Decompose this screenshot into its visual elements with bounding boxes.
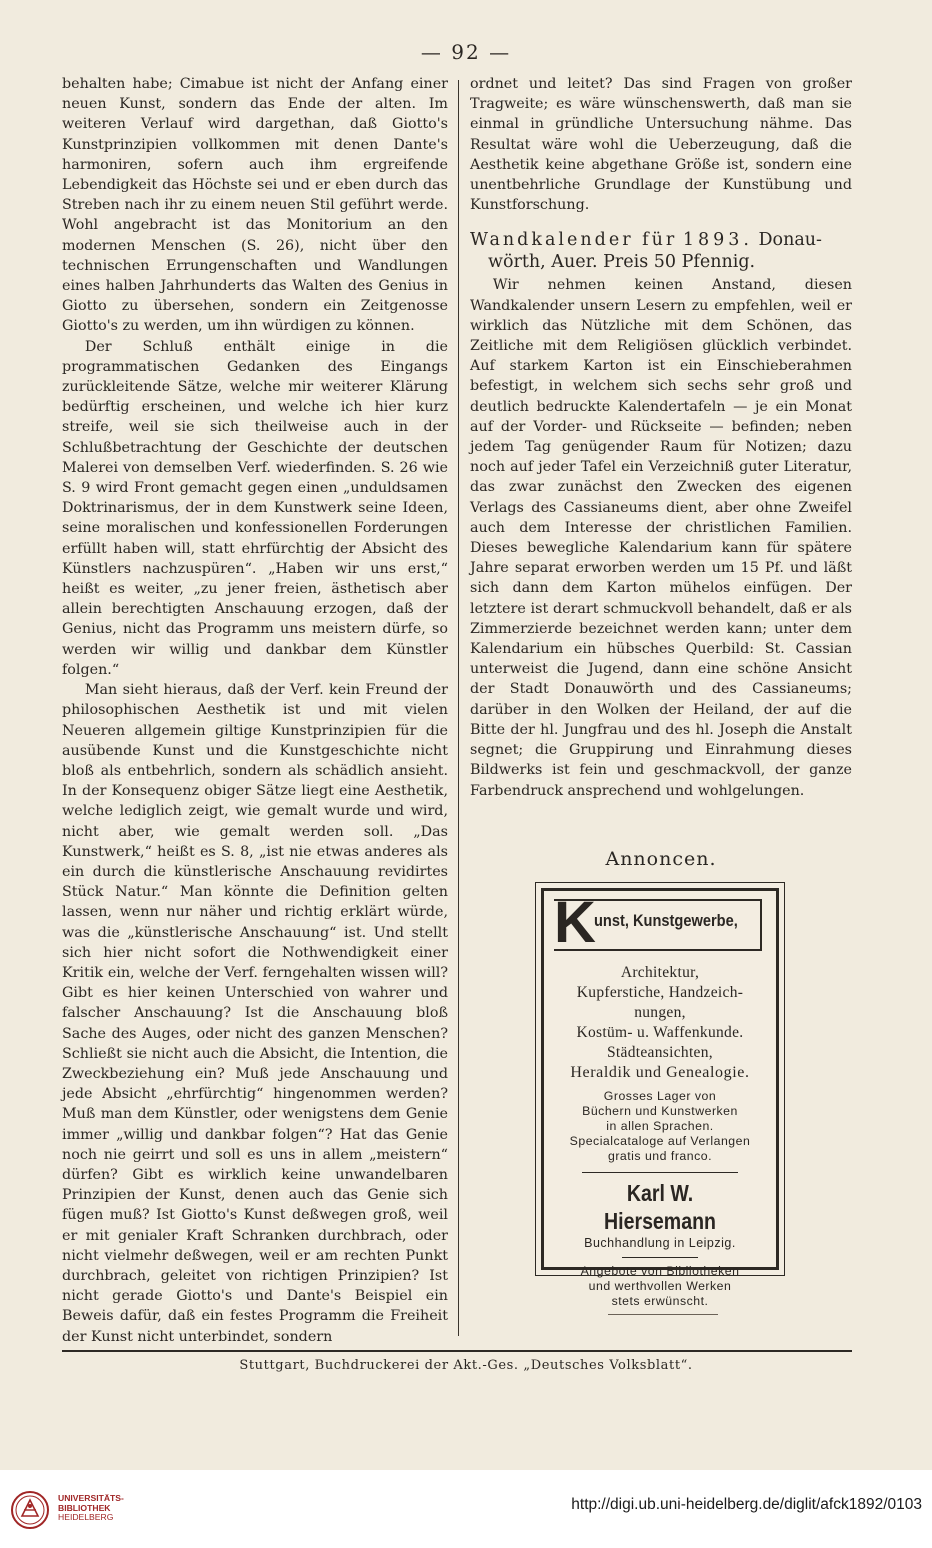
heidelberg-seal-icon[interactable] (10, 1490, 50, 1530)
ad-small-angebote: Angebote von Bibliotheken (580, 1264, 740, 1278)
footer-rule (62, 1350, 852, 1352)
advertisement-hiersemann (535, 882, 785, 1308)
review-title: Wandkalender für (470, 230, 678, 251)
ad-line-staedteansichten: Städteansichten, (607, 1044, 713, 1061)
ad-company-name: Karl W. Hiersemann (604, 1180, 716, 1234)
ad-line-kostuem: Kostüm- u. Waffenkunde. (576, 1024, 744, 1041)
ad-small-buechern: Büchern und Kunstwerken (582, 1104, 738, 1118)
review-year: 1893. (682, 230, 753, 251)
paragraph-aesthetik: Man sieht hieraus, daß der Verf. kein Freund der philosophischen Aesthetik ist und mit vielen Neueren allgemein giltige Kunstprinzipien für die ausübende Kunst und die Kunstgeschichte nicht bloß als entbehrlich, sondern als schädlich ansieht. In der Konsequenz obiger Sätze liegt eine Aesthetik, welche lediglich zeigt, wie gemalt wurde und wird, nicht aber, wie gemalt werden soll. „Das Kunstwerk,“ heißt es S. 8, „ist nie etwas anderes als ein durch die künstlerische Anschauung revidirtes Stück Natur.“ Man könnte die Definition gelten lassen, wenn nur näher und richtig erklärt würde, was die „künstlerische Anschauung“ ist. Und stellt sich hier nicht sofort die Nothwendigkeit einer Kritik ein, welche der Verf. ferngehalten wissen will? Gibt es hier keinen Unterschied von wahrer und falscher Anschauung? Ist die Anschauung bloß Sache des Auges, oder nicht des ganzen Menschen? Schließt sie nicht auch die Absicht, die Intention, die Zweckbeziehung ein? Muß jede Anschauung und jede Absicht „ehrfürchtig“ hingenommen werden? Muß man dem Künstler, oder wenigstens dem Genie immer „willig und dankbar folgen“? Hat das Genie noch nie geirrt und soll es uns in allem „meistern“ dürfen? Gibt es wirklich keine unwandelbaren Prinzipien der Kunst, denen auch das Genie sich fügen muß? Ist Giotto's Kunst deßwegen groß, weil er mit genialer Kraft Schranken durchbrach, oder nicht vielmehr deßwegen, weil er am rechten Punkt durchbrach, geleitet von richtigen Prinzipien? Ist nicht gerade Giotto's und Dante's Beispiel ein Beweis dafür, daß ein festes Programm die Freiheit der Kunst nicht unterbindet, sondern (62, 682, 448, 1345)
ad-body (552, 963, 768, 1309)
paragraph-cimabue: behalten habe; Cimabue ist nicht der Anfang einer neuen Kunst, sondern das Ende der alten. Im weiteren Verlauf wird dargethan, daß Giotto's Kunstprinzipien vollkommen mit denen Dante's harmoniren, sofern auch ihm ergreifende Lebendigkeit das Höchste sei und er eben durch das Streben nach ihr zu einem neuen Stil geführt werde. Wohl angebracht ist das Monitorium an den modernen Menschen (S. 26), nicht über den technischen Errungenschaften und Wandlungen eines halben Jahrhunderts das Walten des Genius in Giotto zu übersehen, sondern ein Zeitgenosse Giotto's zu werden, um ihn würdigen zu können. (62, 76, 448, 335)
ad-rule (582, 1172, 738, 1173)
footer-imprint: Stuttgart, Buchdruckerei der Akt.-Ges. „Deutsches Volksblatt“. (239, 1358, 693, 1373)
page-number: — 92 — (420, 40, 512, 64)
review-place-end: wörth, Auer. Preis 50 Pfennig. (488, 252, 756, 273)
ad-line-architektur: Architektur, (620, 964, 700, 981)
library-name-line1: UNIVERSITÄTS- (58, 1493, 124, 1503)
digitization-url[interactable]: http://digi.ub.uni-heidelberg.de/diglit/afck1892/0103 (571, 1496, 922, 1513)
ad-small-gratis: gratis und franco. (607, 1149, 712, 1163)
paragraph-continuation: ordnet und leitet? Das sind Fragen von großer Tragweite; es wäre wünschenswerth, daß man sie einmal in gründliche Untersuchung nähme. Das Resultat wäre wohl die Ueberzeugung, daß die Aesthetik keine abgethane Größe ist, sondern eine unentbehrliche Grundlage der Kunstübung und Kunstforschung. (470, 76, 852, 214)
review-heading-wandkalender (470, 229, 852, 273)
ad-small-werken: und werthvollen Werken (588, 1279, 732, 1293)
paragraph-schluss: Der Schluß enthält einige in die programmatischen Gedanken des Eingangs zurückleitende Sätze, welche mir weiterer Klärung bedürftig erscheinen, und welche ich hier kurz streife, weil sie sich theilweise auch in der Schlußbetrachtung der Geschichte der deutschen Malerei von demselben Verf. wiederfinden. S. 26 wie S. 9 wird Front gemacht gegen einen „unduldsamen Doktrinarismus, der in dem Kunstwerk seine Ideen, seine moralischen und konfessionellen Forderungen erfüllt haben will, statt ehrfürchtig der Absicht des Künstlers nachzuspüren“. „Haben wir uns erst,“ heißt es weiter, „zu jener freien, ästhetisch aber allein berechtigten Anschauung erzogen, daß der Genius, nicht das Programm uns meistern dürfe, so werden wir willig und dankbar dem Künstler folgen.“ (62, 338, 448, 678)
ad-small-sprachen: in allen Sprachen. (606, 1119, 714, 1133)
right-column (470, 74, 852, 801)
ad-line-heraldik: Heraldik und Genealogie. (570, 1064, 750, 1081)
column-divider (458, 80, 459, 1336)
ad-line-kupferstiche: Kupferstiche, Handzeich- (576, 984, 744, 1001)
ad-inner-frame (541, 888, 779, 1308)
ad-initial: K (554, 890, 596, 955)
ad-heading (554, 890, 762, 955)
library-name-line2: BIBLIOTHEK (58, 1502, 111, 1513)
ad-small-erwuenscht: stets erwünscht. (611, 1294, 709, 1308)
annoncen-title: Annoncen. (605, 848, 717, 870)
library-name-line3: HEIDELBERG (58, 1512, 114, 1523)
left-column (62, 74, 448, 1347)
section-rule (608, 1314, 718, 1315)
review-place-start: Donau- (758, 230, 822, 251)
library-footer-bar (0, 1470, 932, 1548)
ad-small-specialcataloge: Specialcataloge auf Verlangen (569, 1134, 751, 1148)
ad-heading-text: unst, Kunstgewerbe, (594, 911, 738, 930)
ad-rule-short (622, 1257, 698, 1258)
library-name[interactable] (58, 1494, 124, 1523)
paragraph-wandkalender: Wir nehmen keinen Anstand, diesen Wandkalender unsern Lesern zu empfehlen, weil er wirklich das Nützliche mit dem Schönen, das Zeitliche mit dem Religiösen glücklich verbindet. Auf starkem Karton ist ein Einschieberahmen befestigt, in welchem sich sechs sehr groß und deutlich bedruckte Kalendertafeln — je ein Monat auf der Vorder- und Rückseite — befinden; neben jedem Tag genügender Raum für Notizen; dazu noch auf jeder Tafel ein Verzeichniß guter Literatur, das zwar zunächst den Zwecken des eigenen Verlags des Cassianeums dient, aber ohne Zweifel auch dem Interesse der christlichen Familien. Dieses bewegliche Kalendarium kann für spätere Jahre separat erworben werden um 15 Pf. und läßt sich dann dem Karton mühelos einfügen. Der letztere ist derart schmuckvoll behandelt, daß er als Zimmerzierde bezeichnet werden kann; unter dem Kalendarium ein hübsches Querbild: St. Cassian unterweist die Jugend, dann eine schöne Ansicht der Stadt Donauwörth und des Cassianeums; darüber in den Wolken der Heiland, der auf die Bitte der hl. Jungfrau und des hl. Joseph die Anstalt segnet; die Gruppirung und Einrahmung dieses Bildwerks ist fein und geschmackvoll, der ganze Farbendruck ansprechend und wohlgelungen. (470, 277, 852, 799)
ad-shop: Buchhandlung in Leipzig. (584, 1236, 736, 1250)
ad-line-nungen: nungen, (634, 1004, 686, 1021)
ad-small-lager: Grosses Lager von (603, 1089, 717, 1103)
